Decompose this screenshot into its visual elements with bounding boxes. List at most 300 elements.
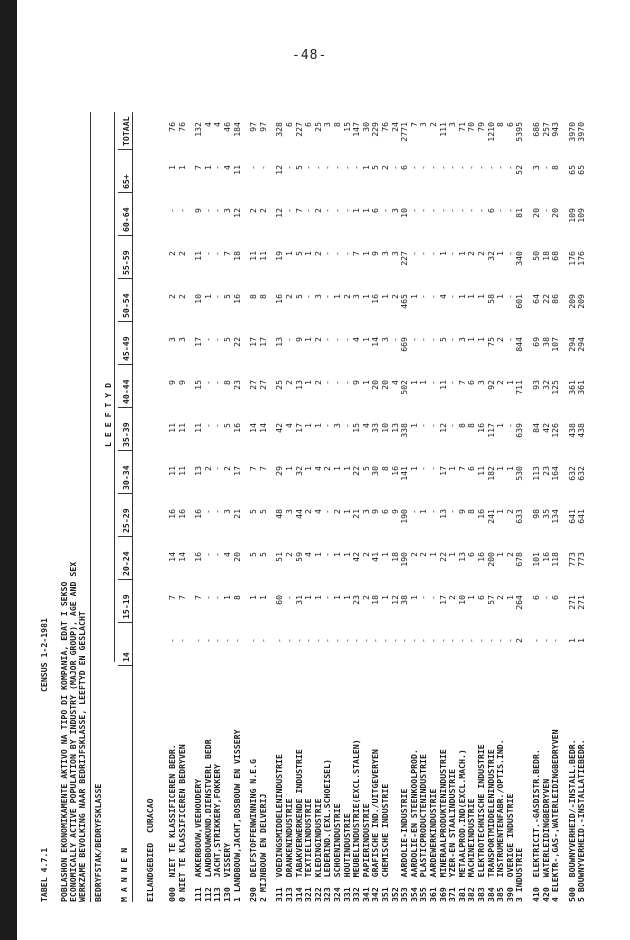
cell-value: 22 bbox=[540, 294, 551, 304]
cell-value: 113 bbox=[531, 466, 541, 481]
cell-value: 530 bbox=[514, 466, 525, 481]
cell-value: 2 bbox=[360, 552, 371, 557]
cell-value: 1 bbox=[418, 380, 429, 385]
cell-value: 2 bbox=[380, 165, 390, 170]
row-label: 113 JACHT,STRIKKERY,FOKKERY bbox=[212, 763, 223, 902]
col-divider bbox=[118, 665, 132, 666]
cell-value: 30 bbox=[360, 122, 371, 132]
cell-value: - bbox=[428, 423, 438, 428]
cell-value: - bbox=[447, 380, 458, 385]
cell-value: 2 bbox=[504, 509, 515, 514]
cell-value: - bbox=[322, 380, 333, 385]
cell-value: 1 bbox=[341, 466, 352, 471]
cell-value: 16 bbox=[370, 294, 381, 304]
cell-value: - bbox=[248, 638, 259, 643]
cell-value: 4 bbox=[284, 423, 294, 428]
cell-value: 8 bbox=[257, 294, 268, 299]
row-label: 112 LANDBOUWKUND.DIENSTVERL BEDR bbox=[202, 739, 213, 902]
cell-value: - bbox=[540, 208, 551, 213]
cell-value: - bbox=[322, 337, 333, 342]
cell-value: 134 bbox=[550, 509, 561, 524]
cell-value: - bbox=[466, 208, 477, 213]
cell-value: 4 bbox=[312, 509, 323, 514]
cell-value: 79 bbox=[476, 122, 486, 132]
cell-value: 1 bbox=[360, 337, 371, 342]
cell-value: - bbox=[312, 165, 323, 170]
cell-value: - bbox=[312, 638, 323, 643]
cell-value: 16 bbox=[476, 509, 486, 519]
cell-value: 86 bbox=[550, 294, 561, 304]
cell-value: 8 bbox=[456, 423, 467, 428]
cell-value: - bbox=[284, 595, 294, 600]
cell-value: - bbox=[202, 595, 213, 600]
cell-value: - bbox=[167, 208, 177, 213]
row-label: 2 MIJNBOUW EN DELVERIJ bbox=[257, 793, 268, 902]
cell-value: - bbox=[485, 638, 496, 643]
row-label: 390 OVERIGE INDUSTRIE bbox=[504, 793, 515, 902]
cell-value: 17 bbox=[437, 595, 448, 605]
cell-value: 17 bbox=[193, 337, 204, 347]
col-header: 30-34 bbox=[121, 465, 131, 490]
cell-value: 2 bbox=[389, 294, 400, 299]
cell-value: 1 bbox=[418, 509, 429, 514]
cell-value: 13 bbox=[274, 337, 285, 347]
cell-value: 601 bbox=[514, 294, 525, 309]
row-label: 1 LANDBOUW,JACHT,BOSBOUW EN VISSERY bbox=[231, 729, 242, 902]
cell-value: 16 bbox=[231, 423, 242, 433]
census-date: CENSUS 1-2-1981 bbox=[39, 618, 49, 692]
cell-value: - bbox=[284, 208, 294, 213]
row-label: 311 VOEDINGSMIDDELENINDUSTRIE bbox=[274, 754, 285, 902]
cell-value: 1 bbox=[222, 595, 232, 600]
cell-value: - bbox=[428, 294, 438, 299]
table-row bbox=[400, 112, 409, 902]
cell-value: - bbox=[418, 337, 429, 342]
cell-value: 1 bbox=[332, 595, 342, 600]
cell-value: - bbox=[447, 165, 458, 170]
cell-value: 6 bbox=[370, 208, 381, 213]
cell-value: 6 bbox=[466, 552, 477, 557]
col-header: 55-59 bbox=[121, 250, 131, 275]
table-row bbox=[223, 112, 232, 902]
cell-value: 1 bbox=[476, 294, 486, 299]
cell-value: 3 bbox=[222, 208, 232, 213]
table-row bbox=[352, 112, 361, 902]
col-divider bbox=[118, 493, 132, 494]
cell-value: - bbox=[495, 638, 506, 643]
cell-value: - bbox=[341, 208, 352, 213]
cell-value: 361 bbox=[576, 380, 587, 395]
page-number: -48- bbox=[292, 48, 328, 63]
scan-binding-edge bbox=[0, 0, 17, 940]
cell-value: 1210 bbox=[485, 122, 496, 142]
cell-value: - bbox=[437, 638, 448, 643]
col-header: 45-49 bbox=[121, 336, 131, 361]
cell-value: 93 bbox=[531, 380, 541, 390]
row-label: 4 ELEKTR-,GAS-,WATERLEIDINGBEDRYVEN bbox=[550, 729, 561, 902]
cell-value: 176 bbox=[566, 251, 577, 266]
cell-value: - bbox=[408, 509, 419, 514]
cell-value: - bbox=[202, 380, 213, 385]
cell-value: 773 bbox=[576, 552, 587, 567]
cell-value: - bbox=[212, 638, 223, 643]
cell-value: - bbox=[212, 165, 223, 170]
row-label: 3 INDUSTRIE bbox=[514, 847, 525, 902]
cell-value: 1 bbox=[428, 552, 438, 557]
cell-value: 361 bbox=[566, 380, 577, 395]
row-label: 290 DELFSTOFFENWINNING N.E.G bbox=[248, 759, 259, 902]
cell-value: 8 bbox=[550, 165, 561, 170]
cell-value: 10 bbox=[399, 208, 410, 218]
cell-value: 9 bbox=[370, 251, 381, 256]
cell-value: 3 bbox=[176, 337, 187, 342]
cell-value: - bbox=[341, 638, 352, 643]
cell-value: 1 bbox=[312, 595, 323, 600]
cell-value: 31 bbox=[293, 595, 304, 605]
cell-value: - bbox=[447, 337, 458, 342]
cell-value: 641 bbox=[566, 509, 577, 524]
row-label: 332 MEUBELINDUSTRIE(EXCL.STALEN) bbox=[351, 739, 362, 902]
cell-value: 13 bbox=[193, 466, 204, 476]
row-label: 383 ELEKTROTECHNISCHE INDUSTRIE bbox=[476, 744, 486, 902]
cell-value: 16 bbox=[193, 552, 204, 562]
cell-value: 2 bbox=[514, 638, 525, 643]
cell-value: 13 bbox=[437, 509, 448, 519]
cell-value: 1 bbox=[447, 552, 458, 557]
cell-value: 1 bbox=[466, 337, 477, 342]
row-label: 500 BOUWNYVERHEID/-INSTALL.BEDR. bbox=[566, 739, 577, 902]
cell-value: - bbox=[428, 208, 438, 213]
cell-value: 1 bbox=[504, 466, 515, 471]
cell-value: 109 bbox=[566, 208, 577, 223]
cell-value: - bbox=[531, 638, 541, 643]
cell-value: 5 bbox=[222, 294, 232, 299]
cell-value: 5 bbox=[370, 165, 381, 170]
cell-value: 18 bbox=[231, 251, 242, 261]
cell-value: 3 bbox=[380, 251, 390, 256]
cell-value: 23 bbox=[231, 380, 242, 390]
cell-value: - bbox=[231, 638, 242, 643]
cell-value: 11 bbox=[176, 423, 187, 433]
cell-value: - bbox=[428, 466, 438, 471]
table-row bbox=[295, 112, 304, 902]
cell-value: 32 bbox=[485, 251, 496, 261]
cell-value: - bbox=[447, 251, 458, 256]
cell-value: 101 bbox=[531, 552, 541, 567]
cell-value: 65 bbox=[566, 165, 577, 175]
cell-value: 7 bbox=[456, 380, 467, 385]
cell-value: - bbox=[212, 423, 223, 428]
cell-value: 60 bbox=[274, 595, 285, 605]
cell-value: 3 bbox=[222, 509, 232, 514]
cell-value: - bbox=[322, 552, 333, 557]
cell-value: 6 bbox=[476, 595, 486, 600]
cell-value: 1 bbox=[360, 380, 371, 385]
cell-value: - bbox=[540, 638, 551, 643]
cell-value: - bbox=[202, 552, 213, 557]
cell-value: 4 bbox=[222, 165, 232, 170]
cell-value: 1 bbox=[303, 466, 314, 471]
cell-value: 3 bbox=[389, 251, 400, 256]
table-row bbox=[429, 112, 438, 902]
cell-value: - bbox=[284, 638, 294, 643]
cell-value: 3 bbox=[389, 208, 400, 213]
row-label: 361 AARDEWERKINDUSTRIE bbox=[428, 788, 438, 902]
cell-value: 2 bbox=[476, 251, 486, 256]
cell-value: 11 bbox=[167, 466, 177, 476]
cell-value: 11 bbox=[193, 423, 204, 433]
cell-value: 1 bbox=[408, 423, 419, 428]
sex-label: M A N N E N bbox=[119, 847, 129, 902]
cell-value: 117 bbox=[485, 423, 496, 438]
cell-value: 2 bbox=[332, 509, 342, 514]
cell-value: 16 bbox=[167, 509, 177, 519]
cell-value: - bbox=[428, 251, 438, 256]
cell-value: 5395 bbox=[514, 122, 525, 142]
cell-value: 4 bbox=[351, 337, 362, 342]
cell-value: - bbox=[418, 294, 429, 299]
col-header: 20-24 bbox=[121, 551, 131, 576]
cell-value: - bbox=[370, 638, 381, 643]
cell-value: 16 bbox=[231, 294, 242, 304]
cell-value: 2 bbox=[360, 595, 371, 600]
cell-value: - bbox=[212, 251, 223, 256]
cell-value: 9 bbox=[176, 380, 187, 385]
cell-value: 59 bbox=[293, 552, 304, 562]
cell-value: - bbox=[167, 638, 177, 643]
cell-value: - bbox=[322, 165, 333, 170]
cell-value: 3 bbox=[360, 509, 371, 514]
cell-value: 25 bbox=[274, 380, 285, 390]
table-row bbox=[323, 112, 332, 902]
cell-value: - bbox=[380, 208, 390, 213]
cell-value: - bbox=[332, 208, 342, 213]
cell-value: 5 bbox=[257, 552, 268, 557]
cell-value: 669 bbox=[399, 337, 410, 352]
cell-value: 7 bbox=[193, 165, 204, 170]
cell-value: - bbox=[428, 337, 438, 342]
cell-value: 9 bbox=[193, 208, 204, 213]
cell-value: 227 bbox=[399, 251, 410, 266]
cell-value: 184 bbox=[231, 122, 242, 137]
cell-value: 844 bbox=[514, 337, 525, 352]
cell-value: 1 bbox=[504, 595, 515, 600]
cell-value: 182 bbox=[485, 466, 496, 481]
cell-value: 1 bbox=[303, 251, 314, 256]
table-row bbox=[477, 112, 486, 902]
cell-value: 241 bbox=[485, 509, 496, 524]
cell-value: 15 bbox=[351, 423, 362, 433]
col-header: 14 bbox=[121, 652, 131, 662]
cell-value: 11 bbox=[193, 251, 204, 261]
cell-value: 141 bbox=[399, 466, 410, 481]
cell-value: 1 bbox=[332, 552, 342, 557]
cell-value: 6 bbox=[504, 122, 515, 127]
cell-value: 3 bbox=[284, 509, 294, 514]
cell-value: 1 bbox=[167, 165, 177, 170]
cell-value: 32 bbox=[293, 466, 304, 476]
table-row bbox=[178, 112, 187, 902]
area-label: EILANDGEBIED CURACAO bbox=[145, 798, 155, 902]
cell-value: - bbox=[418, 208, 429, 213]
cell-value: - bbox=[418, 423, 429, 428]
cell-value: 2 bbox=[176, 294, 187, 299]
row-label: 0 NIET TE KLASSIFICEREN BEDRYVEN bbox=[176, 744, 187, 902]
cell-value: 27 bbox=[248, 380, 259, 390]
cell-value: 3 bbox=[418, 122, 429, 127]
cell-value: 1 bbox=[341, 552, 352, 557]
cell-value: 21 bbox=[231, 509, 242, 519]
row-label: 384 TRANSPORTMIDDELENINDUSTRIE bbox=[485, 749, 496, 902]
cell-value: - bbox=[380, 638, 390, 643]
cell-value: 1 bbox=[303, 380, 314, 385]
cell-value: - bbox=[437, 165, 448, 170]
cell-value: - bbox=[447, 509, 458, 514]
cell-value: - bbox=[456, 638, 467, 643]
col-divider bbox=[118, 235, 132, 236]
cell-value: 190 bbox=[399, 509, 410, 524]
cell-value: 438 bbox=[566, 423, 577, 438]
row-label: 369 MINERAALPRODUKTENINDUSTRIE bbox=[437, 749, 448, 902]
cell-value: - bbox=[495, 165, 506, 170]
cell-value: 1 bbox=[257, 595, 268, 600]
cell-value: 15 bbox=[341, 122, 352, 132]
cell-value: 271 bbox=[576, 595, 587, 610]
cell-value: 686 bbox=[531, 122, 541, 137]
cell-value: - bbox=[212, 595, 223, 600]
row-label: 000 NIET TE KLASSIFICEREN BEDR. bbox=[167, 744, 177, 902]
cell-value: - bbox=[303, 294, 314, 299]
col-header: 15-19 bbox=[121, 594, 131, 619]
cell-value: - bbox=[322, 423, 333, 428]
cell-value: 22 bbox=[231, 337, 242, 347]
cell-value: 132 bbox=[193, 122, 204, 137]
row-label: 5 BOUWNYVERHEID.-INSTALLATIEBEDR. bbox=[576, 739, 587, 902]
cell-value: 11 bbox=[437, 380, 448, 390]
col-header: 50-54 bbox=[121, 293, 131, 318]
cell-value: 3 bbox=[351, 294, 362, 299]
cell-value: 3 bbox=[312, 294, 323, 299]
cell-value: 5 bbox=[257, 509, 268, 514]
cell-value: - bbox=[212, 294, 223, 299]
cell-value: 8 bbox=[466, 423, 477, 428]
cell-value: - bbox=[341, 337, 352, 342]
cell-value: 65 bbox=[576, 165, 587, 175]
cell-value: - bbox=[360, 638, 371, 643]
cell-value: - bbox=[389, 165, 400, 170]
cell-value: - bbox=[322, 208, 333, 213]
cell-value: 328 bbox=[274, 122, 285, 137]
cell-value: - bbox=[476, 165, 486, 170]
cell-value: 14 bbox=[248, 423, 259, 433]
cell-value: 1 bbox=[176, 165, 187, 170]
row-label: 354 AARDOLIE-EN STEENKOOLPROD. bbox=[408, 749, 419, 902]
class-label: BEDRYFSTAK/BEDRYFSKLASSE bbox=[93, 783, 103, 902]
cell-value: 84 bbox=[531, 423, 541, 433]
cell-value: 6 bbox=[466, 380, 477, 385]
cell-value: 7 bbox=[408, 122, 419, 127]
cell-value: 14 bbox=[257, 423, 268, 433]
cell-value: 64 bbox=[531, 294, 541, 304]
cell-value: - bbox=[202, 638, 213, 643]
cell-value: - bbox=[202, 423, 213, 428]
cell-value: 9 bbox=[351, 380, 362, 385]
cell-value: - bbox=[341, 380, 352, 385]
cell-value: - bbox=[399, 638, 410, 643]
cell-value: 438 bbox=[576, 423, 587, 438]
cell-value: 32 bbox=[540, 380, 551, 390]
row-label: 111 AKKERBOUW,VEEHOUDERY bbox=[193, 778, 204, 902]
title-line-1: POBLASHON EKONOMIKAMENTE AKTIVO NA TIPO DI KOMPANIA, EDAT I SEKSO bbox=[59, 581, 69, 902]
cell-value: 7 bbox=[257, 466, 268, 471]
cell-value: 16 bbox=[540, 552, 551, 562]
cell-value: - bbox=[408, 208, 419, 213]
cell-value: 75 bbox=[485, 337, 496, 347]
cell-value: 12 bbox=[274, 165, 285, 175]
table-row bbox=[419, 112, 428, 902]
cell-value: 41 bbox=[370, 552, 381, 562]
cell-value: 7 bbox=[248, 466, 259, 471]
cell-value: - bbox=[202, 337, 213, 342]
row-label: 382 MACHINEINDUSTRIE bbox=[466, 798, 477, 902]
cell-value: 125 bbox=[550, 380, 561, 395]
cell-value: - bbox=[322, 294, 333, 299]
cell-value: 126 bbox=[550, 423, 561, 438]
col-header: 65+ bbox=[121, 174, 131, 189]
cell-value: 2 bbox=[202, 466, 213, 471]
cell-value: 1 bbox=[248, 595, 259, 600]
cell-value: - bbox=[476, 638, 486, 643]
row-label: 314 TABAKVERWERKENDE INDUSTRIE bbox=[293, 749, 304, 902]
cell-value: 2 bbox=[418, 552, 429, 557]
cell-value: 1 bbox=[576, 638, 587, 643]
cell-value: 97 bbox=[248, 122, 259, 132]
cell-value: 1 bbox=[408, 294, 419, 299]
cell-value: - bbox=[212, 466, 223, 471]
cell-value: 1 bbox=[495, 423, 506, 428]
cell-value: 17 bbox=[293, 423, 304, 433]
cell-value: 51 bbox=[274, 552, 285, 562]
cell-value: 678 bbox=[514, 552, 525, 567]
col-header: 35-39 bbox=[121, 422, 131, 447]
table-row bbox=[532, 112, 541, 902]
cell-value: 23 bbox=[540, 466, 551, 476]
cell-value: 5 bbox=[222, 423, 232, 428]
table-row bbox=[391, 112, 400, 902]
cell-value: - bbox=[389, 337, 400, 342]
cell-value: 2 bbox=[495, 595, 506, 600]
col-divider bbox=[118, 278, 132, 279]
cell-value: 1 bbox=[360, 208, 371, 213]
row-label: 324 SCHOENINDUSTRIE bbox=[332, 803, 342, 902]
cell-value: - bbox=[428, 509, 438, 514]
cell-value: 2 bbox=[341, 294, 352, 299]
cell-value: 71 bbox=[456, 122, 467, 132]
cell-value: 1 bbox=[332, 294, 342, 299]
table-row bbox=[285, 112, 294, 902]
cell-value: - bbox=[428, 380, 438, 385]
cell-value: 1 bbox=[466, 294, 477, 299]
cell-value: 6 bbox=[466, 466, 477, 471]
cell-value: - bbox=[341, 423, 352, 428]
rotated-table bbox=[38, 72, 598, 902]
cell-value: 16 bbox=[476, 423, 486, 433]
cell-value: 5 bbox=[248, 509, 259, 514]
cell-value: 1 bbox=[380, 595, 390, 600]
cell-value: - bbox=[504, 337, 515, 342]
cell-value: - bbox=[389, 638, 400, 643]
cell-value: 2 bbox=[312, 337, 323, 342]
